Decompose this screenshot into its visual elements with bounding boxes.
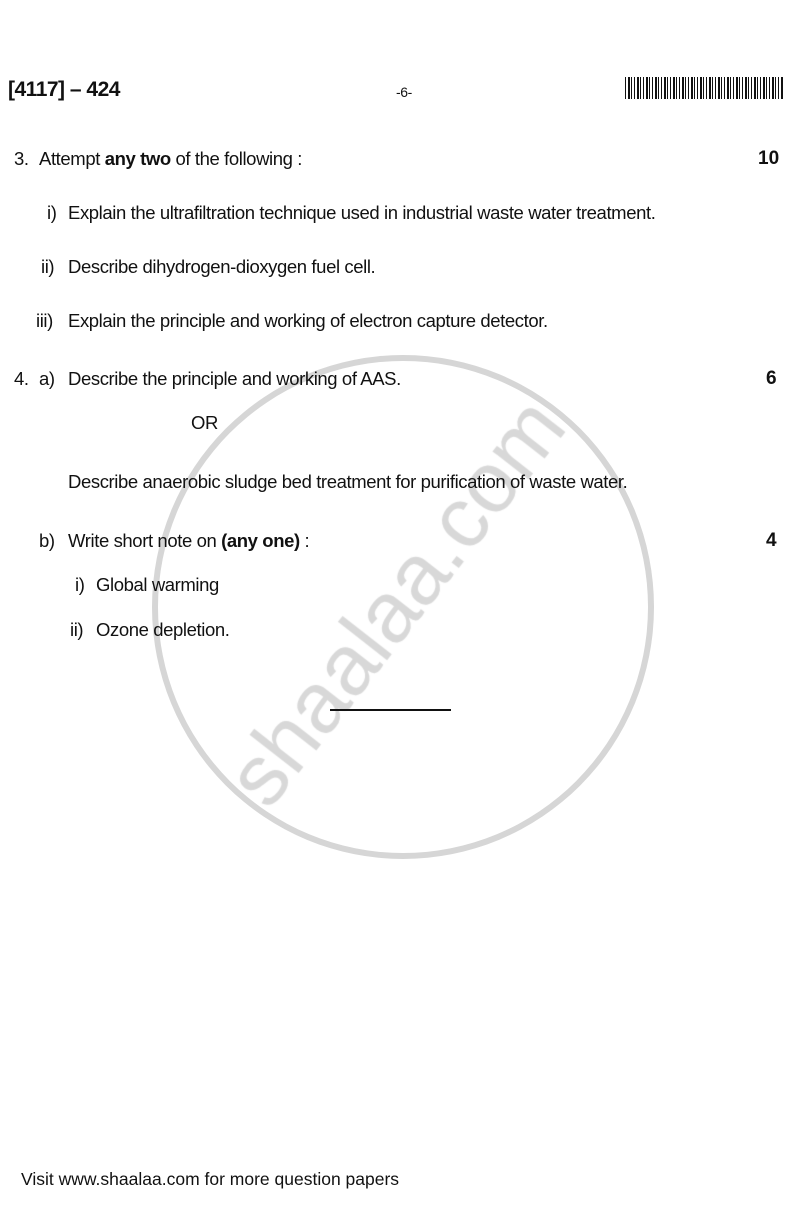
q3-item-text: Describe dihydrogen-dioxygen fuel cell. bbox=[68, 256, 376, 277]
q3-item-number: iii) bbox=[36, 310, 53, 331]
watermark-image bbox=[150, 355, 650, 855]
page-number: -6- bbox=[396, 84, 412, 100]
barcode-icon bbox=[625, 77, 783, 99]
q4a-marks: 6 bbox=[766, 368, 777, 389]
q4b-item-text: Global warming bbox=[96, 574, 219, 595]
q4b-item-text: Ozone depletion. bbox=[96, 619, 230, 640]
q4b-marks: 4 bbox=[766, 530, 777, 551]
q3-pre: Attempt bbox=[39, 148, 105, 169]
q3-item-number: ii) bbox=[41, 256, 55, 277]
end-rule bbox=[330, 709, 451, 711]
q3-post: of the following : bbox=[170, 148, 302, 169]
q4b-pre: Write short note on bbox=[68, 530, 222, 551]
footer-link-text[interactable]: Visit www.shaalaa.com for more question papers bbox=[21, 1169, 400, 1189]
q3-item-text: Explain the ultrafiltration technique used in industrial waste water treatment. bbox=[68, 202, 656, 223]
q4a-alt-text: Describe anaerobic sludge bed treatment for purification of waste water. bbox=[68, 471, 628, 492]
q3-item-number: i) bbox=[47, 202, 57, 223]
q4-number: 4. bbox=[14, 368, 29, 389]
q3-marks: 10 bbox=[758, 148, 780, 169]
q4b-item-number: i) bbox=[75, 574, 85, 595]
q4b-bold: (any one) bbox=[221, 530, 300, 551]
q3-number: 3. bbox=[14, 148, 29, 169]
q3-instruction bbox=[39, 148, 302, 170]
q4a-label: a) bbox=[39, 368, 55, 389]
q4b-label: b) bbox=[39, 530, 55, 551]
q3-item-text: Explain the principle and working of electron capture detector. bbox=[68, 310, 548, 331]
q4b-post: : bbox=[299, 530, 310, 551]
q4a-text: Describe the principle and working of AAS. bbox=[68, 368, 401, 389]
q3-bold: any two bbox=[104, 148, 171, 169]
q4b-item-number: ii) bbox=[70, 619, 84, 640]
or-label: OR bbox=[191, 412, 218, 433]
paper-code: [4117] – 424 bbox=[8, 78, 120, 101]
q4b-instruction bbox=[68, 530, 309, 552]
